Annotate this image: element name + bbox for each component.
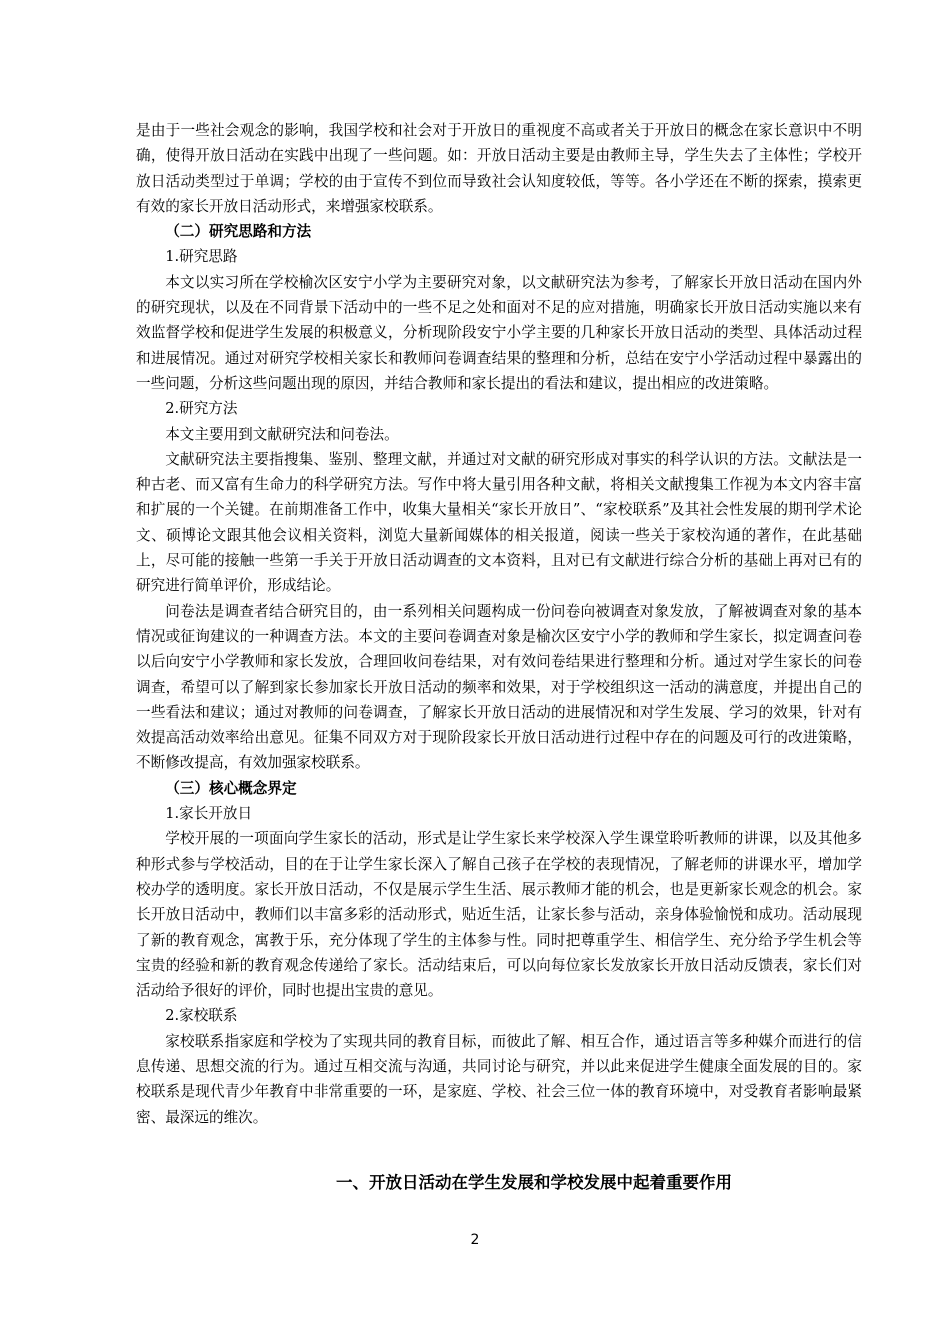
section-heading-research-approach: （二）研究思路和方法	[165, 223, 312, 241]
paragraph-parent-open-day: 学校开展的一项面向学生家长的活动，形式是让学生家长来学校深入学生课堂聆听教师的讲课，以及其他多种形式参与学校活动，目的在于让学生家长深入了解自己孩子在学校的表现情况，了解老师的讲课水平，增加学校办学的透明度。家长开放日活动，不仅是展示学生生活、展示教师才能的机会，也是更新家长观念的机会。家长开放日活动中，教师们以丰富多彩的活动形式，贴近生活，让家长参与活动，亲身体验愉悦和成功。活动展现了新的教育观念，寓教于乐，充分体现了学生的主体参与性。同时把尊重学生、相信学生、充分给予学生机会等宝贵的经验和新的教育观念传递给了家长。活动结束后，可以向每位家长发放家长开放日活动反馈表，家长们对活动给予很好的评价，同时也提出宝贵的意见。	[136, 830, 862, 1000]
subheading-home-school-contact: 2.家校联系	[165, 1007, 238, 1025]
paragraph-methods-summary: 本文主要用到文献研究法和问卷法。	[165, 425, 399, 443]
paragraph-literature-method: 文献研究法主要指搜集、鉴别、整理文献，并通过对文献的研究形成对事实的科学认识的方法。文献法是一种古老、而又富有生命力的科学研究方法。写作中将大量引用各种文献，将相关文献搜集工作视为本文内容丰富和扩展的一个关键。在前期准备工作中，收集大量相关“家长开放日”、“家校联系”及其社会性发展的期刊学术论文、硕博论文跟其他会议相关资料，浏览大量新闻媒体的相关报道，阅读一些关于家校沟通的著作，在此基础上，尽可能的接触一些第一手关于开放日活动调查的文本资料，且对已有文献进行综合分析的基础上再对已有的研究进行简单评价，形成结论。	[136, 450, 862, 595]
paragraph-research-idea: 本文以实习所在学校榆次区安宁小学为主要研究对象，以文献研究法为参考，了解家长开放日活动在国内外的研究现状，以及在不同背景下活动中的一些不足之处和面对不足的应对措施，明确家长开放日活动实施以来有效监督学校和促进学生发展的积极意义，分析现阶段安宁小学主要的几种家长开放日活动的类型、具体活动过程和进展情况。通过对研究学校相关家长和教师问卷调查结果的整理和分析，总结在安宁小学活动过程中暴露出的一些问题，分析这些问题出现的原因，并结合教师和家长提出的看法和建议，提出相应的改进策略。	[136, 273, 862, 392]
subheading-research-idea: 1.研究思路	[165, 248, 238, 266]
subheading-parent-open-day: 1.家长开放日	[165, 805, 253, 823]
paragraph-home-school-contact: 家校联系指家庭和学校为了实现共同的教育目标，而彼此了解、相互合作，通过语言等多种媒介而进行的信息传递、思想交流的行为。通过互相交流与沟通，共同讨论与研究，并以此来促进学生健康全面发展的目的。家校联系是现代青少年教育中非常重要的一环，是家庭、学校、社会三位一体的教育环境中，对受教育者影响最紧密、最深远的维次。	[136, 1032, 862, 1126]
paragraph-questionnaire-method: 问卷法是调查者结合研究目的，由一系列相关问题构成一份问卷向被调查对象发放，了解被调查对象的基本情况或征询建议的一种调查方法。本文的主要问卷调查对象是榆次区安宁小学的教师和学生家长，拟定调查问卷以后向安宁小学教师和家长发放，合理回收问卷结果，对有效问卷结果进行整理和分析。通过对学生家长的问卷调查，希望可以了解到家长参加家长开放日活动的频率和效果，对于学校组织这一活动的满意度，并提出自己的一些看法和建议；通过对教师的问卷调查，了解家长开放日活动的进展情况和对学生发展、学习的效果，针对有效提高活动效率给出意见。征集不同双方对于现阶段家长开放日活动进行过程中存在的问题及可行的改进策略，不断修改提高，有效加强家校联系。	[136, 602, 862, 772]
paragraph-intro-continued: 是由于一些社会观念的影响，我国学校和社会对于开放日的重视度不高或者关于开放日的概念在家长意识中不明确，使得开放日活动在实践中出现了一些问题。如：开放日活动主要是由教师主导，学生失去了主体性；学校开放日活动类型过于单调；学校的由于宣传不到位而导致社会认知度较低，等等。各小学还在不断的探索，摸索更有效的家长开放日活动形式，来增强家校联系。	[136, 122, 862, 215]
page-number: 2	[470, 1232, 480, 1248]
subheading-research-method: 2.研究方法	[165, 400, 238, 418]
chapter-heading: 一、开放日活动在学生发展和学校发展中起着重要作用	[336, 1173, 732, 1192]
body-text	[136, 118, 862, 1130]
section-heading-core-concepts: （三）核心概念界定	[165, 779, 297, 797]
